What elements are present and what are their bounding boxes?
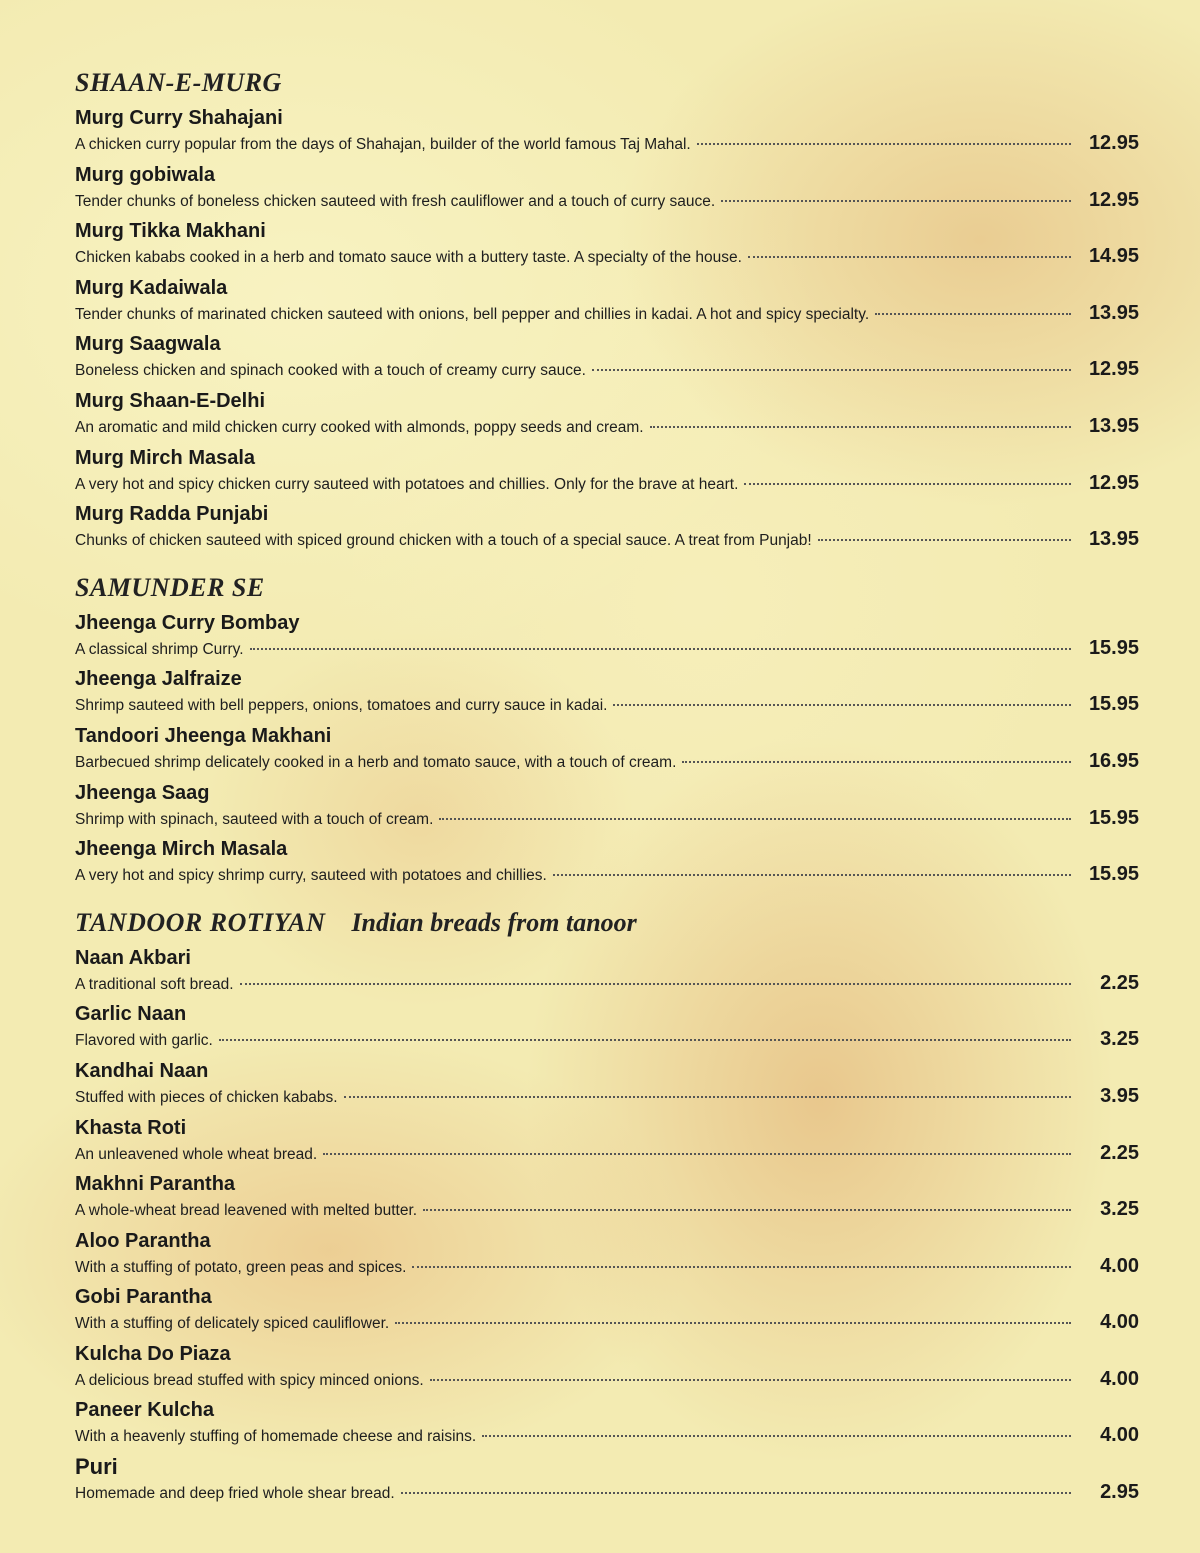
dot-leader	[650, 426, 1071, 428]
item-name: Jheenga Curry Bombay	[75, 611, 300, 634]
menu-item	[75, 1000, 1139, 1057]
dot-leader	[613, 704, 1071, 706]
item-description: A very hot and spicy chicken curry sauteed with potatoes and chillies. Only for the brave at heart.	[75, 475, 739, 493]
item-description: Stuffed with pieces of chicken kababs.	[75, 1088, 338, 1106]
item-price: 12.95	[1088, 358, 1139, 381]
item-price: 3.95	[1100, 1084, 1139, 1107]
dot-leader	[219, 1039, 1071, 1041]
item-price: 14.95	[1088, 245, 1139, 268]
item-name: Naan Akbari	[75, 946, 191, 969]
item-description: An aromatic and mild chicken curry cooked with almonds, poppy seeds and cream.	[75, 418, 644, 436]
item-description: Shrimp sauteed with bell peppers, onions, tomatoes and curry sauce in kadai.	[75, 697, 608, 715]
item-name: Khasta Roti	[75, 1116, 187, 1139]
menu-item	[75, 500, 1139, 557]
menu-item	[75, 1453, 1139, 1510]
section-title-text: SHAAN-E-MURG	[75, 68, 282, 97]
section-title-text: SAMUNDER SE	[75, 572, 265, 602]
item-price: 13.95	[1088, 301, 1139, 324]
menu-item	[75, 1114, 1139, 1171]
menu-item	[75, 274, 1139, 331]
dot-leader	[875, 313, 1071, 315]
dot-leader	[748, 256, 1071, 258]
menu-item	[75, 1170, 1139, 1227]
dot-leader	[682, 761, 1071, 763]
item-price: 3.25	[1100, 1028, 1139, 1051]
dot-leader	[423, 1209, 1071, 1211]
item-price: 4.00	[1100, 1424, 1139, 1447]
item-description: With a stuffing of potato, green peas and spices.	[75, 1258, 407, 1276]
item-name: Murg Radda Punjabi	[75, 503, 269, 526]
item-price: 4.00	[1100, 1367, 1139, 1390]
item-description: A whole-wheat bread leavened with melted butter.	[75, 1202, 418, 1220]
item-price: 4.00	[1100, 1311, 1139, 1334]
item-price: 12.95	[1088, 471, 1139, 494]
section-title	[75, 902, 1139, 944]
dot-leader	[818, 539, 1071, 541]
item-description: A chicken curry popular from the days of Shahajan, builder of the world famous Taj Mahal.	[75, 136, 691, 153]
item-price: 15.95	[1088, 693, 1139, 716]
dot-leader	[323, 1153, 1071, 1155]
dot-leader	[430, 1379, 1071, 1381]
menu-item	[75, 104, 1139, 161]
item-price: 15.95	[1088, 636, 1139, 659]
item-description: An unleavened whole wheat bread.	[75, 1145, 318, 1163]
item-description: With a heavenly stuffing of homemade cheese and raisins.	[75, 1428, 477, 1446]
menu-item	[75, 1283, 1139, 1340]
menu-item	[75, 161, 1139, 218]
item-name: Murg Curry Shahajani	[75, 107, 283, 129]
item-name: Jheenga Jalfraize	[75, 668, 242, 691]
item-name: Garlic Naan	[75, 1003, 187, 1026]
item-price: 15.95	[1088, 863, 1139, 886]
dot-leader	[240, 983, 1071, 985]
menu-item	[75, 1396, 1139, 1453]
item-description: Tender chunks of marinated chicken sauteed with onions, bell pepper and chillies in kadai. A hot and spicy specialty.	[75, 305, 870, 323]
item-name: Kandhai Naan	[75, 1059, 209, 1082]
section-shaan-e-murg	[75, 62, 1139, 557]
dot-leader	[412, 1266, 1071, 1268]
menu-item	[75, 835, 1139, 892]
menu-item	[75, 1340, 1139, 1397]
menu-item	[75, 217, 1139, 274]
dot-leader	[721, 200, 1071, 202]
menu-item	[75, 665, 1139, 722]
item-name: Jheenga Saag	[75, 781, 210, 804]
item-price: 4.00	[1100, 1254, 1139, 1277]
item-description: Shrimp with spinach, sauteed with a touch of cream.	[75, 810, 434, 828]
dot-leader	[401, 1492, 1071, 1494]
section-tandoor-rotiyan	[75, 902, 1139, 1510]
menu-item	[75, 944, 1139, 1001]
item-description: A traditional soft bread.	[75, 975, 234, 993]
item-price: 2.25	[1100, 1141, 1139, 1164]
item-description: Boneless chicken and spinach cooked with a touch of creamy curry sauce.	[75, 362, 586, 380]
menu-item	[75, 609, 1139, 666]
menu-item	[75, 330, 1139, 387]
dot-leader	[395, 1322, 1071, 1324]
dot-leader	[697, 143, 1071, 145]
menu-item	[75, 1227, 1139, 1284]
dot-leader	[250, 648, 1071, 650]
item-name: Kulcha Do Piaza	[75, 1342, 231, 1365]
menu-page	[75, 62, 1139, 1510]
item-description: Chicken kababs cooked in a herb and tomato sauce with a buttery taste. A specialty of the house.	[75, 249, 742, 267]
item-price: 2.25	[1100, 971, 1139, 994]
item-price: 13.95	[1088, 528, 1139, 551]
item-description: A classical shrimp Curry.	[75, 640, 244, 658]
item-name: Gobi Parantha	[75, 1286, 212, 1309]
dot-leader	[553, 874, 1071, 876]
item-name: Paneer Kulcha	[75, 1399, 214, 1422]
section-title	[75, 567, 1139, 609]
item-description: Flavored with garlic.	[75, 1032, 213, 1050]
item-description: Chunks of chicken sauteed with spiced ground chicken with a touch of a special sauce. A treat from Punjab!	[75, 532, 812, 550]
dot-leader	[744, 483, 1071, 485]
item-price: 12.95	[1088, 188, 1139, 211]
item-description: Tender chunks of boneless chicken sauteed with fresh cauliflower and a touch of curry sauce.	[75, 192, 716, 210]
item-description: Barbecued shrimp delicately cooked in a herb and tomato sauce, with a touch of cream.	[75, 753, 677, 771]
menu-item	[75, 1057, 1139, 1114]
item-name: Murg Kadaiwala	[75, 276, 228, 299]
section-samunder-se	[75, 567, 1139, 892]
item-price: 3.25	[1100, 1198, 1139, 1221]
item-description: A very hot and spicy shrimp curry, sauteed with potatoes and chillies.	[75, 867, 547, 885]
dot-leader	[344, 1096, 1071, 1098]
menu-item	[75, 387, 1139, 444]
item-name: Puri	[75, 1454, 118, 1480]
item-price: 16.95	[1088, 749, 1139, 772]
item-name: Murg Tikka Makhani	[75, 220, 266, 243]
item-description: Homemade and deep fried whole shear bread.	[75, 1485, 395, 1503]
item-price: 15.95	[1088, 806, 1139, 829]
item-name: Murg gobiwala	[75, 163, 215, 186]
section-subtitle: Indian breads from tanoor	[351, 907, 637, 937]
dot-leader	[439, 818, 1071, 820]
item-name: Murg Mirch Masala	[75, 446, 256, 469]
item-name: Aloo Parantha	[75, 1229, 211, 1252]
menu-item	[75, 779, 1139, 836]
item-name: Tandoori Jheenga Makhani	[75, 724, 332, 747]
item-name: Makhni Parantha	[75, 1173, 236, 1196]
item-price: 2.95	[1100, 1481, 1139, 1504]
item-price: 12.95	[1088, 132, 1139, 154]
item-name: Murg Saagwala	[75, 333, 221, 356]
section-title	[75, 62, 1139, 104]
section-title-text: TANDOOR ROTIYAN	[75, 907, 326, 937]
menu-item	[75, 444, 1139, 501]
item-description: A delicious bread stuffed with spicy minced onions.	[75, 1371, 424, 1389]
menu-item	[75, 722, 1139, 779]
item-description: With a stuffing of delicately spiced cauliflower.	[75, 1315, 390, 1333]
item-price: 13.95	[1088, 414, 1139, 437]
dot-leader	[482, 1435, 1071, 1437]
item-name: Jheenga Mirch Masala	[75, 838, 288, 861]
dot-leader	[592, 369, 1071, 371]
item-name: Murg Shaan-E-Delhi	[75, 389, 266, 412]
